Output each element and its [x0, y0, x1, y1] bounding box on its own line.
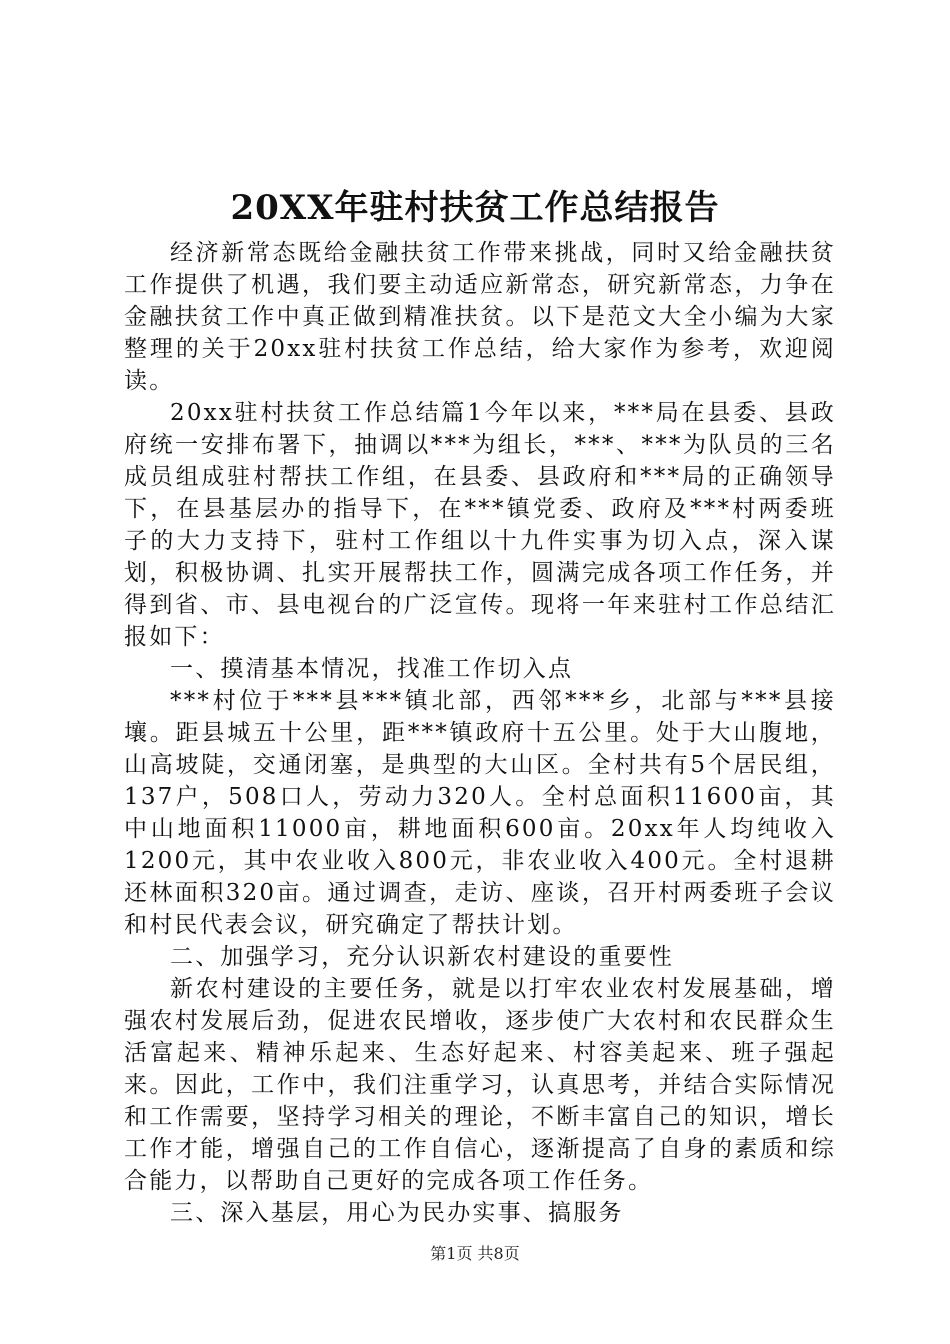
section-heading-3: 三、深入基层，用心为民办实事、搞服务: [170, 1200, 624, 1226]
document-title: 20XX年驻村扶贫工作总结报告: [230, 188, 720, 228]
section-heading-2: 二、加强学习，充分认识新农村建设的重要性: [170, 944, 674, 970]
village-overview-paragraph: ***村位于***县***镇北部，西邻***乡，北部与***县接壤。距县城五十公里，距***镇政府十五公里。处于大山腹地，山高坡陡，交通闭塞，是典型的大山区。全村共有5个居民组，137户，508口人，劳动力320人。全村总面积11600亩，其中山地面积11000亩，耕地面积600亩。20xx年人均纯收入1200元，其中农业收入800元，非农业收入400元。全村退耕还林面积320亩。通过调查，走访、座谈，召开村两委班子会议和村民代表会议，研究确定了帮扶计划。: [124, 688, 836, 938]
intro-paragraph: 经济新常态既给金融扶贫工作带来挑战，同时又给金融扶贫工作提供了机遇，我们要主动适应新常态，研究新常态，力争在金融扶贫工作中真正做到精准扶贫。以下是范文大全小编为大家整理的关于20xx驻村扶贫工作总结，给大家作为参考，欢迎阅读。: [124, 240, 836, 394]
document-body: [124, 237, 836, 1229]
section-heading-1: 一、摸清基本情况，找准工作切入点: [170, 656, 574, 682]
summary-paragraph: 20xx驻村扶贫工作总结篇1今年以来，***局在县委、县政府统一安排布署下，抽调以***为组长，***、***为队员的三名成员组成驻村帮扶工作组，在县委、县政府和***局的正确领导下，在县基层办的指导下，在***镇党委、政府及***村两委班子的大力支持下，驻村工作组以十九件实事为切入点，深入谋划，积极协调、扎实开展帮扶工作，圆满完成各项工作任务，并得到省、市、县电视台的广泛宣传。现将一年来驻村工作总结汇报如下：: [124, 400, 836, 650]
page-number: 第1页 共8页: [430, 1244, 520, 1263]
study-paragraph: 新农村建设的主要任务，就是以打牢农业农村发展基础，增强农村发展后劲，促进农民增收，逐步使广大农村和农民群众生活富起来、精神乐起来、生态好起来、村容美起来、班子强起来。因此，工作中，我们注重学习，认真思考，并结合实际情况和工作需要，坚持学习相关的理论，不断丰富自己的知识，增长工作才能，增强自己的工作自信心，逐渐提高了自身的素质和综合能力，以帮助自己更好的完成各项工作任务。: [124, 976, 836, 1194]
